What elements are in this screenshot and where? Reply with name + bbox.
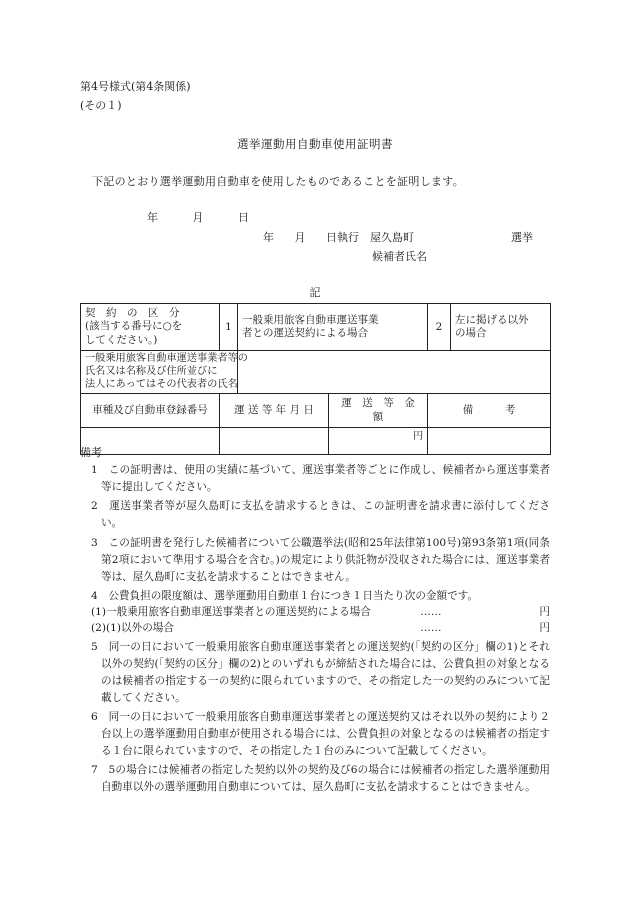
sub-item-dots: …… bbox=[420, 606, 442, 618]
issue-date-line: 年 月 日 bbox=[147, 211, 249, 224]
date-field[interactable] bbox=[220, 427, 329, 454]
candidate-name-label: 候補者氏名 bbox=[372, 250, 427, 263]
option1-text[interactable]: 一般乗用旅客自動車運送事業 者との運送契約による場合 bbox=[238, 304, 428, 351]
note-item: 6 同一の日において一般乗用旅客自動車運送事業者との運送契約又はそれ以外の契約により２台以上の選挙運動用自動車が使用される場合には、公費負担の対象となるのは候補者の指定する１台に限られていますので、その指定した１台のみについて記載してください。 bbox=[91, 711, 550, 757]
operator-field[interactable] bbox=[238, 351, 551, 394]
certificate-table bbox=[80, 303, 551, 455]
contract-type-row bbox=[81, 304, 551, 351]
sub-item-dots: …… bbox=[420, 621, 442, 634]
note-item: 7 5の場合には候補者の指定した契約以外の契約及び6の場合には候補者の指定した選挙運動用自動車以外の選挙運動用自動車については、屋久島町に支払を請求することはできません。 bbox=[91, 764, 550, 794]
sub-item-label: (1)一般乗用旅客自動車運送事業者との運送契約による場合 bbox=[91, 606, 371, 618]
intro-text: 下記のとおり選挙運動用自動車を使用したものであることを証明します。 bbox=[92, 175, 465, 188]
option2-number[interactable]: 2 bbox=[428, 304, 451, 351]
col-amount-header: 運 送 等 金 額 bbox=[329, 394, 428, 427]
amount-field[interactable]: 円 bbox=[329, 427, 428, 454]
form-part: (その１) bbox=[80, 99, 122, 112]
note-sub-item bbox=[80, 621, 550, 637]
operator-label: 一般乗用旅客自動車運送事業者等の 氏名又は名称及び住所並びに 法人にあってはその代表者の氏名 bbox=[81, 351, 238, 394]
ki-heading: 記 bbox=[309, 286, 321, 299]
col-date-header: 運 送 等 年 月 日 bbox=[220, 394, 329, 427]
option2-text[interactable]: 左に掲げる以外 の場合 bbox=[451, 304, 551, 351]
form-number: 第4号様式(第4条関係) bbox=[80, 80, 191, 93]
note-item: 5 同一の日において一般乗用旅客自動車運送事業者との運送契約(「契約の区分」欄の1)とそれ以外の契約(「契約の区分」欄の2)とのいずれもが締結された場合には、公費負担の対象となるのは候補者の指定する一の契約に限られていますので、その指定した一の契約のみについて記載してください。 bbox=[91, 640, 550, 704]
col-vehicle-header: 車種及び自動車登録番号 bbox=[81, 394, 220, 427]
sub-item-yen: 円 bbox=[539, 621, 550, 634]
contract-type-label: 契 約 の 区 分 (該当する番号に○を してください。) bbox=[81, 304, 220, 351]
sub-item-label: (2)(1)以外の場合 bbox=[91, 621, 174, 634]
note-item: 2 運送事業者等が屋久島町に支払を請求するときは、この証明書を請求書に添付してください。 bbox=[91, 500, 550, 530]
document-title: 選挙運動用自動車使用証明書 bbox=[237, 137, 393, 151]
election-label: 選挙 bbox=[511, 231, 533, 244]
remarks-field[interactable] bbox=[428, 427, 551, 454]
column-header-row bbox=[81, 394, 551, 427]
col-remarks-header: 備 考 bbox=[428, 394, 551, 427]
note-sub-item bbox=[80, 605, 550, 621]
notes-list bbox=[80, 462, 550, 799]
option1-number[interactable]: 1 bbox=[220, 304, 238, 351]
sub-item-yen: 円 bbox=[539, 606, 550, 618]
data-row bbox=[81, 427, 551, 454]
election-date-line: 年 月 日執行 屋久島町 bbox=[263, 231, 414, 244]
note-item: 1 この証明書は、使用の実績に基づいて、運送事業者等ごとに作成し、候補者から運送事業者等に提出してください。 bbox=[91, 464, 550, 493]
note-item: 4 公費負担の限度額は、選挙運動用自動車１台につき１日当たり次の金額です。 bbox=[91, 590, 479, 603]
note-item: 3 この証明書を発行した候補者について公職選挙法(昭和25年法律第100号)第93条第1項(同条第2項において準用する場合を含む。)の規定により供託物が没収された場合には、運送事業者等は、屋久島町に支払を請求することはできません。 bbox=[91, 536, 550, 583]
operator-row bbox=[81, 351, 551, 394]
notes-heading: 備考 bbox=[80, 446, 102, 459]
